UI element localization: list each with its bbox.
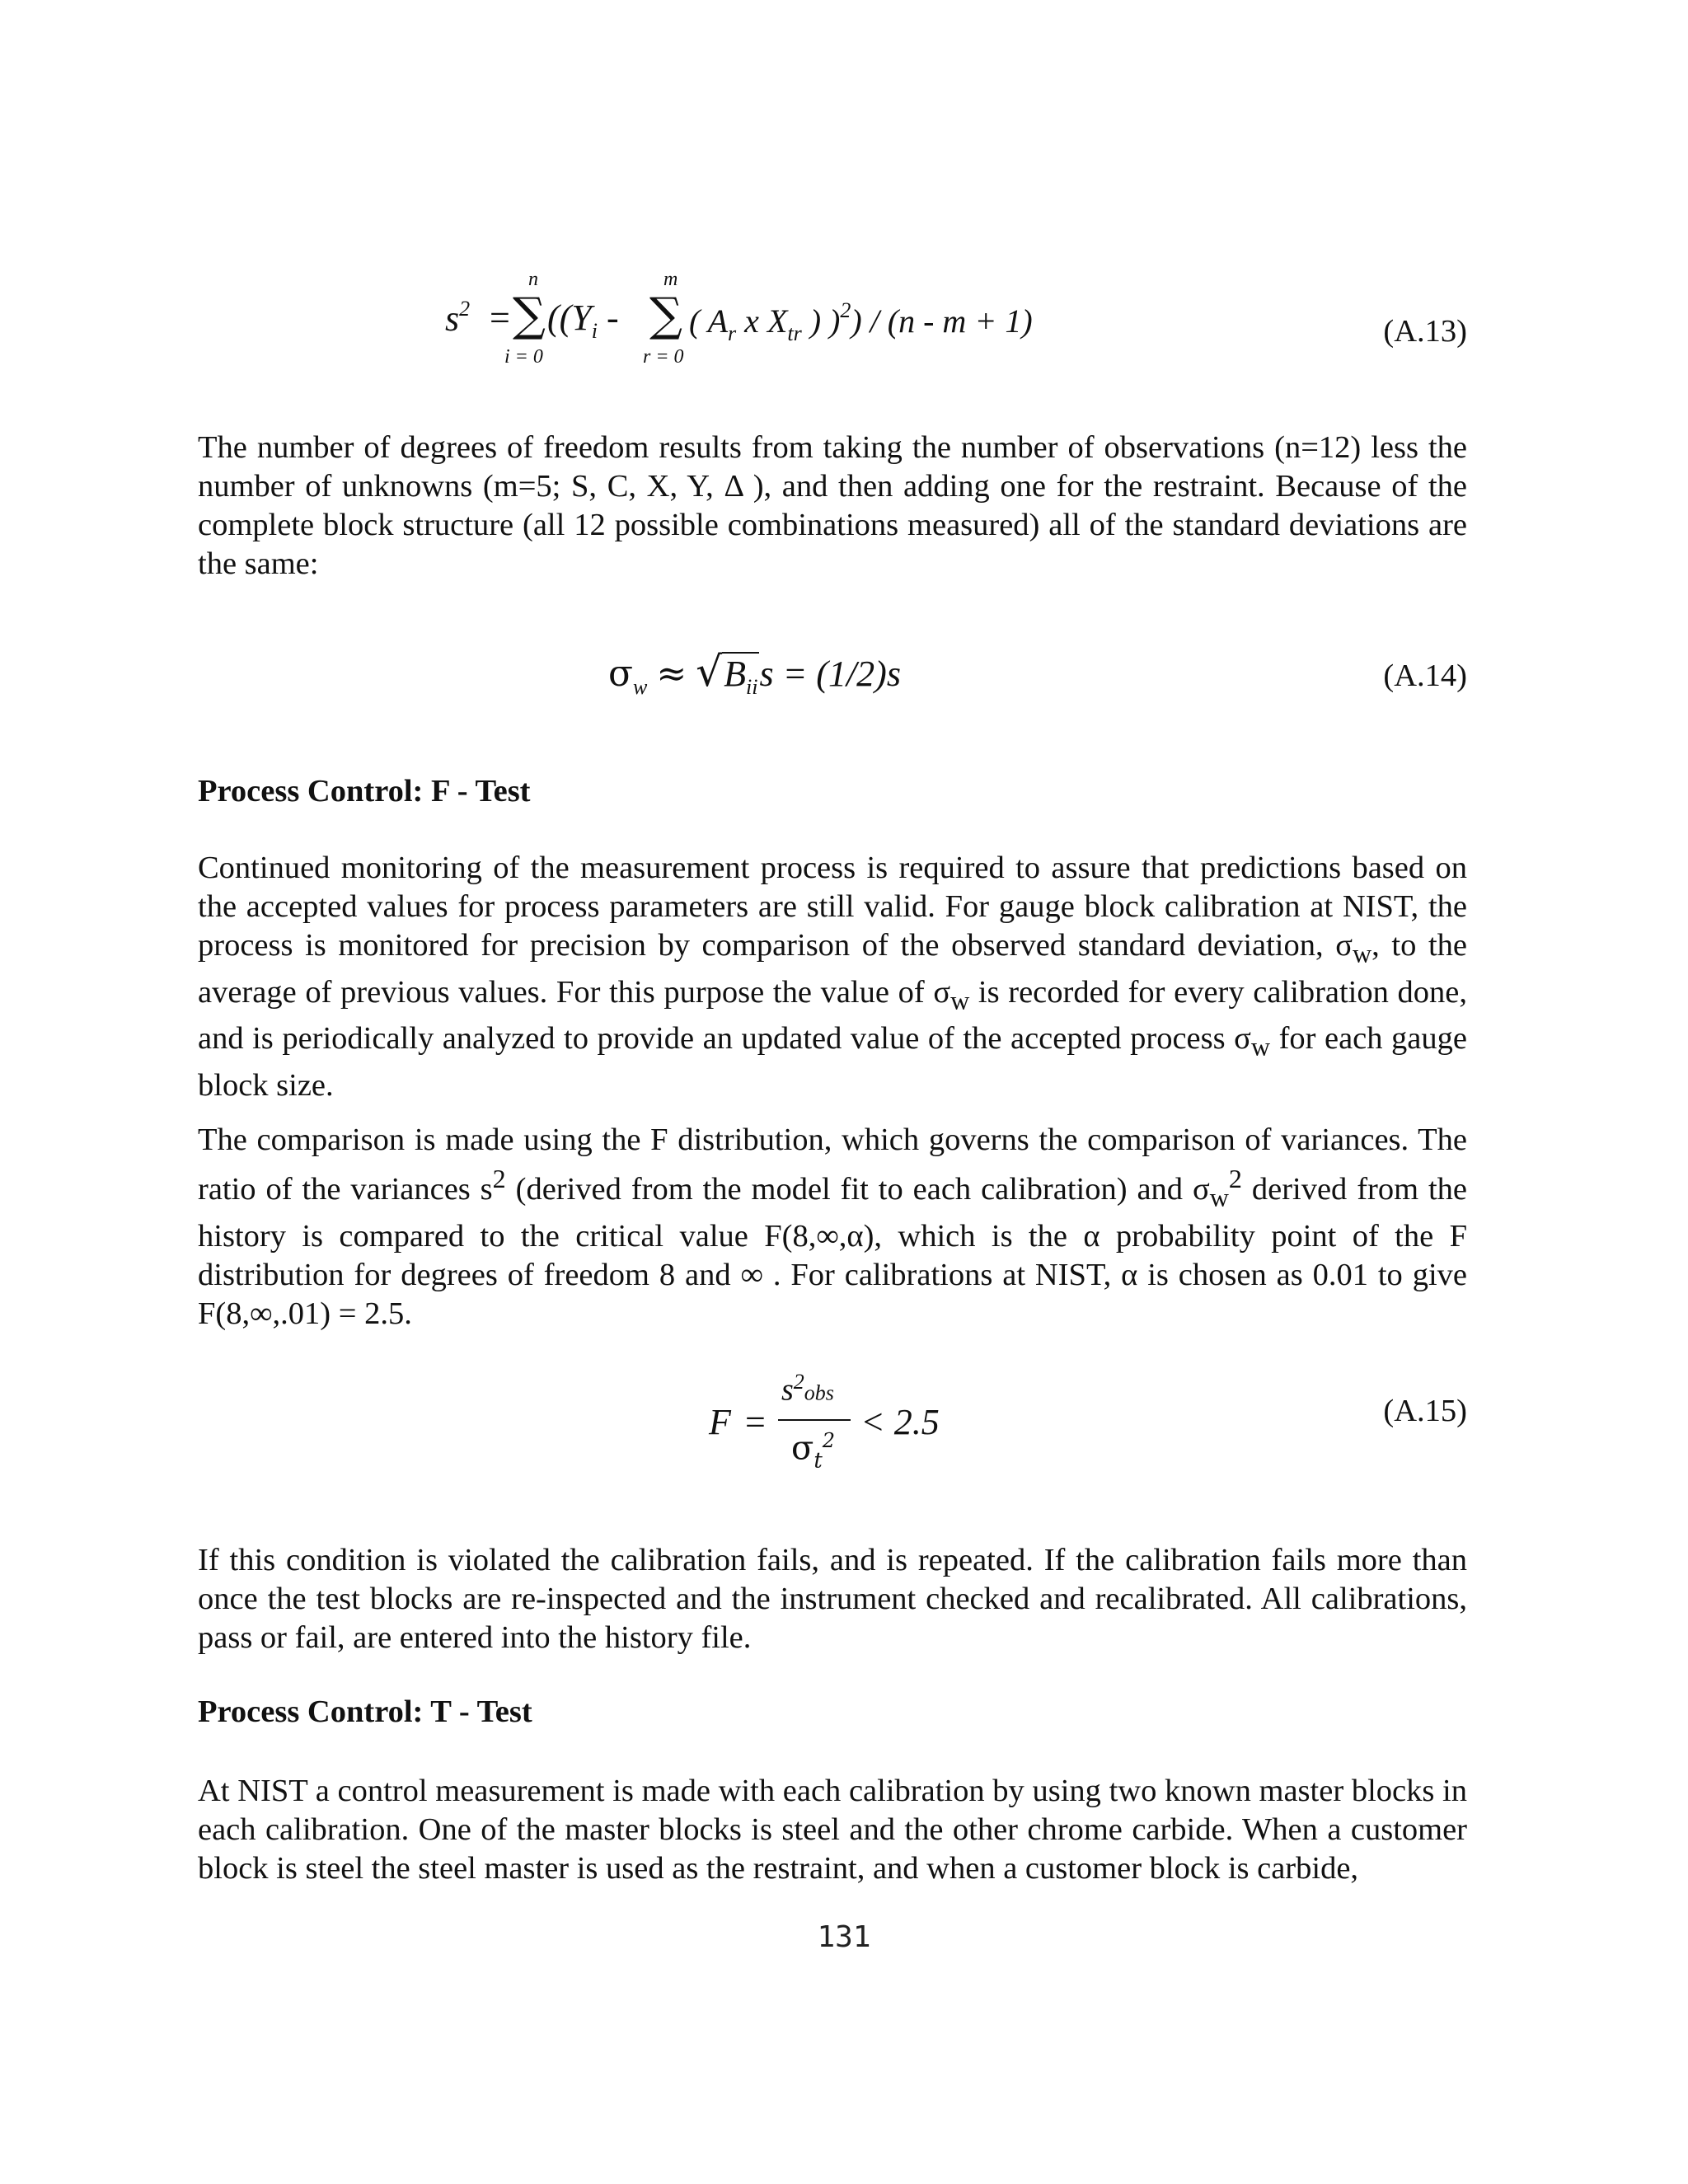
eq14-body: $\sigma_w \approx √B_{ii}s = (1/2)s$	[608, 648, 901, 699]
eq13-body-right: ( $A_r$ x $X_{tr}$ ) )$^2$) / (n - m + 1)	[689, 298, 1033, 345]
eq15-numerator: $s^2obs$	[781, 1370, 834, 1408]
paragraph-degrees-of-freedom: The number of degrees of freedom results from taking the number of observations (n=12) less the number of unknowns (m=5; S, C, X, Y, Δ ), and then adding one for the restraint. Because of the complete block structure (all 12 possible combinations measured) all of the standard deviations are the same:	[198, 430, 1467, 581]
paragraph-process-monitoring: Continued monitoring of the measurement process is required to assure that predictions based on the accepted values for process parameters are still valid. For gauge block calibration at NIST, the process is monitored for precision by comparison of the observed standard deviation, $\sigma_w$, to the average of previous values. For this purpose the value of $\sigma_w$ is recorded for every calibration done, and is periodically analyzed to provide an updated value of the accepted process $\sigma_w$ for each gauge block size.	[198, 851, 1467, 1104]
eq13-equals: =	[490, 298, 510, 338]
paragraph-control-measurement: At NIST a control measurement is made with each calibration by using two known master blocks in each calibration. One of the master blocks is steel and the other chrome carbide. When a customer block is steel the steel master is used as the restraint, and when a customer block is carbide,	[198, 1774, 1467, 1886]
eq13-sum2-bottom: r = 0	[643, 346, 684, 368]
eq15-number: (A.15)	[1383, 1394, 1467, 1428]
eq15-fraction-bar	[778, 1419, 851, 1421]
eq13-sum2-top: m	[663, 269, 678, 290]
eq13-body-left: (($Y_i$ -	[547, 298, 619, 343]
eq13-number: (A.13)	[1383, 314, 1467, 349]
eq13-sum1-bottom: i = 0	[504, 346, 543, 368]
paragraph-calibration-fails: If this condition is violated the calibration fails, and is repeated. If the calibration fails more than once the test blocks are re-inspected and the instrument checked and recalibrated. All calibrations, pass or fail, are entered into the history file.	[198, 1543, 1467, 1655]
eq15-denominator: $\sigma_t^2$	[791, 1429, 836, 1474]
page-number: 131	[817, 1920, 871, 1954]
heading-f-test: Process Control: F - Test	[198, 774, 531, 808]
eq14-number: (A.14)	[1383, 658, 1467, 693]
eq13-lhs: $s^2$	[445, 297, 471, 339]
eq15-tail: < 2.5	[860, 1402, 940, 1442]
eq13-sum1-top: n	[528, 269, 538, 290]
eq15-equals: =	[745, 1402, 766, 1442]
paragraph-f-distribution: The comparison is made using the F distribution, which governs the comparison of variances. The ratio of the variances $s^2$ (derived from the model fit to each calibration) and $\sigma_w^2$ derived from the history is compared to the critical value F(8,∞,α), which is the α probability point of the F distribution for degrees of freedom 8 and ∞ . For calibrations at NIST, α is chosen as 0.01 to give F(8,∞,.01) = 2.5.	[198, 1122, 1468, 1331]
heading-t-test: Process Control: T - Test	[198, 1694, 532, 1729]
eq13-sum2-symbol: ∑	[649, 288, 682, 342]
eq15-f: F	[709, 1402, 731, 1442]
eq13-sum1-symbol: ∑	[513, 288, 546, 342]
